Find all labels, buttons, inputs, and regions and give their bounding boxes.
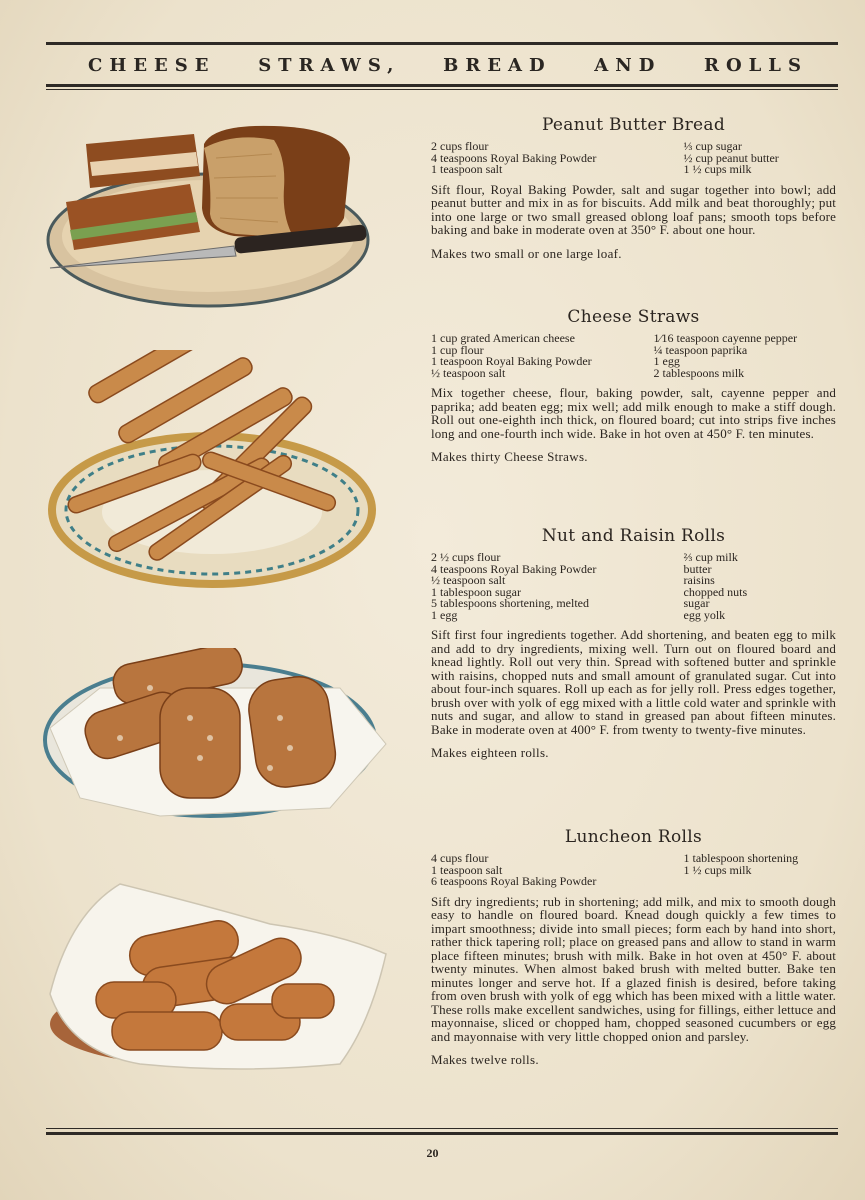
- ingredient: egg yolk: [683, 607, 726, 622]
- page-number: 20: [426, 1146, 439, 1160]
- recipe-method: Mix together cheese, flour, baking powder, salt, cayenne pepper and paprika; add beaten egg; mix well; add milk enough to make a stiff dough. Roll out one-eighth inch thick, on floured board; cut into strips five inches long and one-fourth inch wide. Bake in hot oven at 450° F. ten minutes.: [431, 385, 836, 441]
- page-header-title: [46, 50, 838, 80]
- ingredient: butter: [683, 561, 712, 576]
- recipe-nut-raisin-rolls: [431, 526, 836, 761]
- header-word: STRAWS,: [258, 54, 401, 76]
- footer-rule-bottom: [46, 1132, 838, 1135]
- ingredient: 5 tablespoons shortening, melted: [431, 596, 589, 610]
- ingredient: 2 tablespoons milk: [653, 365, 745, 380]
- ingredient: 4 cups flour: [431, 851, 489, 865]
- luncheon-rolls-illustration: [40, 874, 390, 1074]
- header-rule-bottom-thin: [46, 89, 838, 90]
- peanut-butter-bread-illustration: [44, 118, 376, 312]
- recipe-title: Peanut Butter Bread: [541, 115, 726, 135]
- ingredient: 1 egg: [431, 607, 458, 622]
- ingredient: chopped nuts: [683, 584, 748, 599]
- ingredient: 1 teaspoon Royal Baking Powder: [431, 354, 592, 368]
- recipe-cheese-straws: [431, 307, 836, 465]
- ingredient: 4 teaspoons Royal Baking Powder: [431, 150, 597, 165]
- recipe-title: Cheese Straws: [567, 307, 700, 327]
- recipe-method: Sift flour, Royal Baking Powder, salt and sugar together into bowl; add peanut butter and mix in as for biscuits. Add milk and beat thoroughly; put into one large or two small greased oblong loaf pans; smooth tops before baking and bake in moderate oven at 350° F. about one hour.: [431, 181, 836, 237]
- recipe-yield: Makes eighteen rolls.: [431, 745, 549, 760]
- ingredient: raisins: [683, 573, 715, 587]
- header-word: CHEESE: [88, 54, 216, 76]
- ingredient-list: [431, 552, 836, 621]
- footer-rule-top: [46, 1128, 838, 1129]
- recipe-title: Nut and Raisin Rolls: [541, 526, 726, 546]
- nut-raisin-rolls-illustration: [40, 648, 390, 823]
- ingredient: 1 cup flour: [431, 342, 484, 357]
- ingredient: 2 ½ cups flour: [431, 550, 501, 564]
- ingredient: 1 egg: [653, 354, 680, 368]
- ingredient-list: [431, 853, 836, 888]
- ingredient: 1 ½ cups milk: [683, 862, 752, 877]
- header-word: AND: [594, 54, 662, 76]
- recipe-yield: Makes twelve rolls.: [431, 1052, 539, 1067]
- ingredient: ½ cup peanut butter: [683, 150, 779, 165]
- recipe-luncheon-rolls: [431, 827, 836, 1068]
- ingredient-list: [431, 333, 836, 379]
- ingredient: ¼ teaspoon paprika: [653, 342, 748, 357]
- ingredient: 6 teaspoons Royal Baking Powder: [431, 874, 597, 888]
- ingredient-list: [431, 141, 836, 176]
- ingredient: 1 teaspoon salt: [431, 862, 503, 877]
- recipe-peanut-butter-bread: [431, 115, 836, 262]
- ingredient: 2 cups flour: [431, 139, 489, 153]
- ingredient: 1⁄16 teaspoon cayenne pepper: [653, 331, 798, 345]
- recipe-title: Luncheon Rolls: [564, 827, 703, 847]
- header-word: BREAD: [443, 54, 552, 76]
- ingredient: ½ teaspoon salt: [431, 365, 506, 380]
- header-rule-top: [46, 42, 838, 45]
- recipe-method: Sift dry ingredients; rub in shortening; add milk, and mix to smooth dough easy to handle on floured board. Knead dough quickly a few times to impart smoothness; divide into small pieces; form each by hand into short, rather thick tapering roll; place on greased pans and allow to stand in warm place fifteen minutes; brush with milk. Bake in hot oven at 450° F. about twenty minutes. When almost baked brush with melted butter. Bake ten minutes longer and serve hot. If a glazed finish is desired, before taking from oven brush with yolk of egg which has been mixed with a little water. These rolls make excellent sandwiches, using for fillings, either lettuce and mayonnaise, sliced or chopped ham, chopped seasoned cucumbers or egg and mayonnaise with very little chopped onion and parsley.: [431, 893, 836, 1044]
- ingredient: ⅔ cup milk: [683, 550, 738, 564]
- header-word: ROLLS: [704, 54, 808, 76]
- ingredient: ½ teaspoon salt: [431, 573, 506, 587]
- cheese-straws-illustration: [46, 350, 378, 590]
- ingredient: 1 ½ cups milk: [683, 162, 752, 176]
- ingredient: 1 cup grated American cheese: [431, 331, 575, 345]
- recipe-method: Sift first four ingredients together. Add shortening, and beaten egg to milk and add to dry ingredients, mixing well. Turn out on floured board and knead lightly. Roll out very thin. Spread with softened butter and sprinkle with raisins, chopped nuts and small amount of granulated sugar. Cut into about four-inch squares. Roll up each as for jelly roll. Press edges together, brush over with yolk of egg mixed with a little cold water and sprinkle with nuts and sugar, and allow to stand in greased pan about fifteen minutes. Bake in moderate oven at 400° F. from twenty to twenty-five minutes.: [431, 627, 836, 737]
- header-rule-bottom: [46, 84, 838, 87]
- recipe-yield: Makes thirty Cheese Straws.: [431, 449, 588, 464]
- ingredient: sugar: [683, 596, 710, 610]
- recipe-yield: Makes two small or one large loaf.: [431, 245, 622, 261]
- ingredient: ⅓ cup sugar: [683, 139, 742, 153]
- ingredient: 4 teaspoons Royal Baking Powder: [431, 561, 597, 576]
- ingredient: 1 tablespoon shortening: [683, 851, 799, 865]
- ingredient: 1 teaspoon salt: [431, 162, 503, 176]
- ingredient: 1 tablespoon sugar: [431, 584, 521, 599]
